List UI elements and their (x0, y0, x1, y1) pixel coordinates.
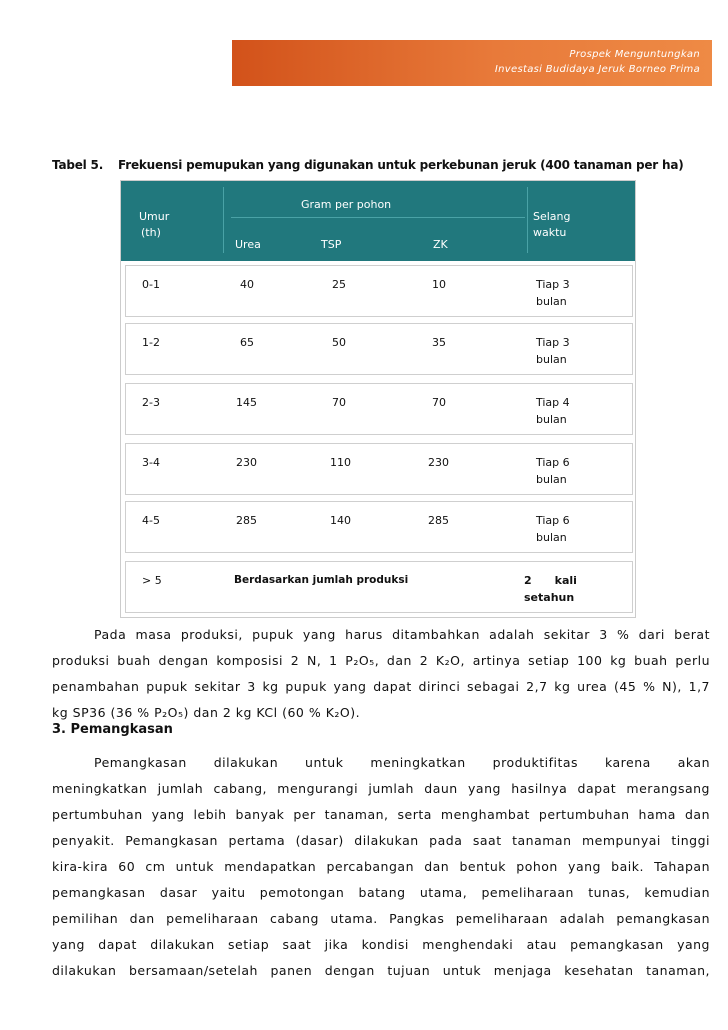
header-divider (231, 217, 525, 218)
header-selang: Selang (533, 210, 571, 223)
cell-umur: > 5 (142, 574, 162, 587)
cell-selang (536, 512, 570, 546)
cell-selang-1: Tiap 6 (536, 514, 570, 527)
cell-urea: 285 (236, 514, 257, 527)
paragraph-line: meningkatkan jumlah cabang, mengurangi jumlah daun yang hasilnya dapat merangsang (52, 781, 710, 796)
fertilizer-table (120, 180, 636, 618)
header-umur: Umur (139, 210, 170, 223)
header-gram-per-pohon: Gram per pohon (301, 198, 392, 211)
cell-selang-2: setahun (524, 591, 575, 604)
header-umur-unit: (th) (141, 226, 161, 239)
cell-selang-2: bulan (536, 473, 567, 486)
paragraph-line: pemangkasan dasar yaitu pemotongan batang utama, pemeliharaan tunas, kemudian (52, 885, 710, 900)
paragraph-line: Pada masa produksi, pupuk yang harus ditambahkan adalah sekitar 3 % dari berat (94, 627, 710, 642)
header-line-2: Investasi Budidaya Jeruk Borneo Prima (494, 64, 700, 75)
cell-umur: 0-1 (142, 278, 160, 291)
section-title: 3. Pemangkasan (52, 722, 173, 737)
table-row (125, 561, 633, 613)
cell-tsp: 70 (332, 396, 346, 409)
paragraph-line: penyakit. Pemangkasan pertama (dasar) dilakukan pada saat tanaman mempunyai tinggi (52, 833, 710, 848)
header-banner (232, 40, 712, 86)
cell-urea: 145 (236, 396, 257, 409)
cell-selang-2: bulan (536, 353, 567, 366)
cell-selang (536, 394, 570, 428)
table-row (125, 443, 633, 495)
header-tsp: TSP (321, 238, 342, 251)
cell-selang-2: bulan (536, 531, 567, 544)
table-row (125, 265, 633, 317)
cell-urea: 40 (240, 278, 254, 291)
cell-selang-1: Tiap 3 (536, 336, 570, 349)
cell-selang (536, 334, 570, 368)
cell-selang (536, 276, 570, 310)
cell-zk: 10 (432, 278, 446, 291)
paragraph-line: produksi buah dengan komposisi 2 N, 1 P₂O₅, dan 2 K₂O, artinya setiap 100 kg buah perlu (52, 653, 710, 668)
cell-selang (524, 572, 577, 606)
table-caption (52, 158, 684, 172)
cell-selang-2: bulan (536, 413, 567, 426)
header-divider (527, 187, 528, 253)
paragraph-line: pertumbuhan yang lebih banyak per tanaman, serta menghambat pertumbuhan hama dan (52, 807, 710, 822)
paragraph-line: kg SP36 (36 % P₂O₅) dan 2 kg KCl (60 % K₂O). (52, 705, 361, 720)
cell-umur: 4-5 (142, 514, 160, 527)
paragraph-line: penambahan pupuk sekitar 3 kg pupuk yang dapat dirinci sebagai 2,7 kg urea (45 % N), 1,7 (52, 679, 710, 694)
cell-selang-1: Tiap 3 (536, 278, 570, 291)
cell-umur: 1-2 (142, 336, 160, 349)
paragraph-production (52, 622, 710, 726)
cell-selang-1: 2 kali (524, 574, 577, 587)
cell-urea: 230 (236, 456, 257, 469)
header-waktu: waktu (533, 226, 567, 239)
cell-tsp: 140 (330, 514, 351, 527)
header-line-1: Prospek Menguntungkan (569, 49, 700, 60)
header-divider (223, 187, 224, 253)
table-header (121, 181, 635, 261)
cell-umur: 2-3 (142, 396, 160, 409)
paragraph-line: dilakukan bersamaan/setelah panen dengan tujuan untuk menjaga kesehatan tanaman, (52, 963, 710, 978)
cell-urea: 65 (240, 336, 254, 349)
cell-umur: 3-4 (142, 456, 160, 469)
cell-selang-1: Tiap 6 (536, 456, 570, 469)
cell-zk: 70 (432, 396, 446, 409)
header-text (495, 47, 700, 77)
table-caption-text: Frekuensi pemupukan yang digunakan untuk perkebunan jeruk (400 tanaman per ha) (118, 158, 684, 172)
header-zk: ZK (433, 238, 448, 251)
table-row (125, 383, 633, 435)
cell-tsp: 50 (332, 336, 346, 349)
paragraph-line: pemilihan dan pemeliharaan cabang utama. Pangkas pemeliharaan adalah pemangkasan (52, 911, 710, 926)
paragraph-line: Pemangkasan dilakukan untuk meningkatkan produktifitas karena akan (94, 755, 710, 770)
cell-production-note: Berdasarkan jumlah produksi (234, 574, 409, 586)
cell-zk: 285 (428, 514, 449, 527)
paragraph-pemangkasan (52, 750, 710, 984)
cell-zk: 230 (428, 456, 449, 469)
cell-tsp: 110 (330, 456, 351, 469)
paragraph-line: yang dapat dilakukan setiap saat jika kondisi menghendaki atau pemangkasan yang (52, 937, 710, 952)
cell-selang-1: Tiap 4 (536, 396, 570, 409)
table-row (125, 501, 633, 553)
cell-selang-2: bulan (536, 295, 567, 308)
paragraph-line: kira-kira 60 cm untuk mendapatkan percabangan dan bentuk pohon yang baik. Tahapan (52, 859, 710, 874)
cell-zk: 35 (432, 336, 446, 349)
table-row (125, 323, 633, 375)
cell-selang (536, 454, 570, 488)
cell-tsp: 25 (332, 278, 346, 291)
header-urea: Urea (235, 238, 261, 251)
table-caption-number: Tabel 5. (52, 158, 104, 172)
